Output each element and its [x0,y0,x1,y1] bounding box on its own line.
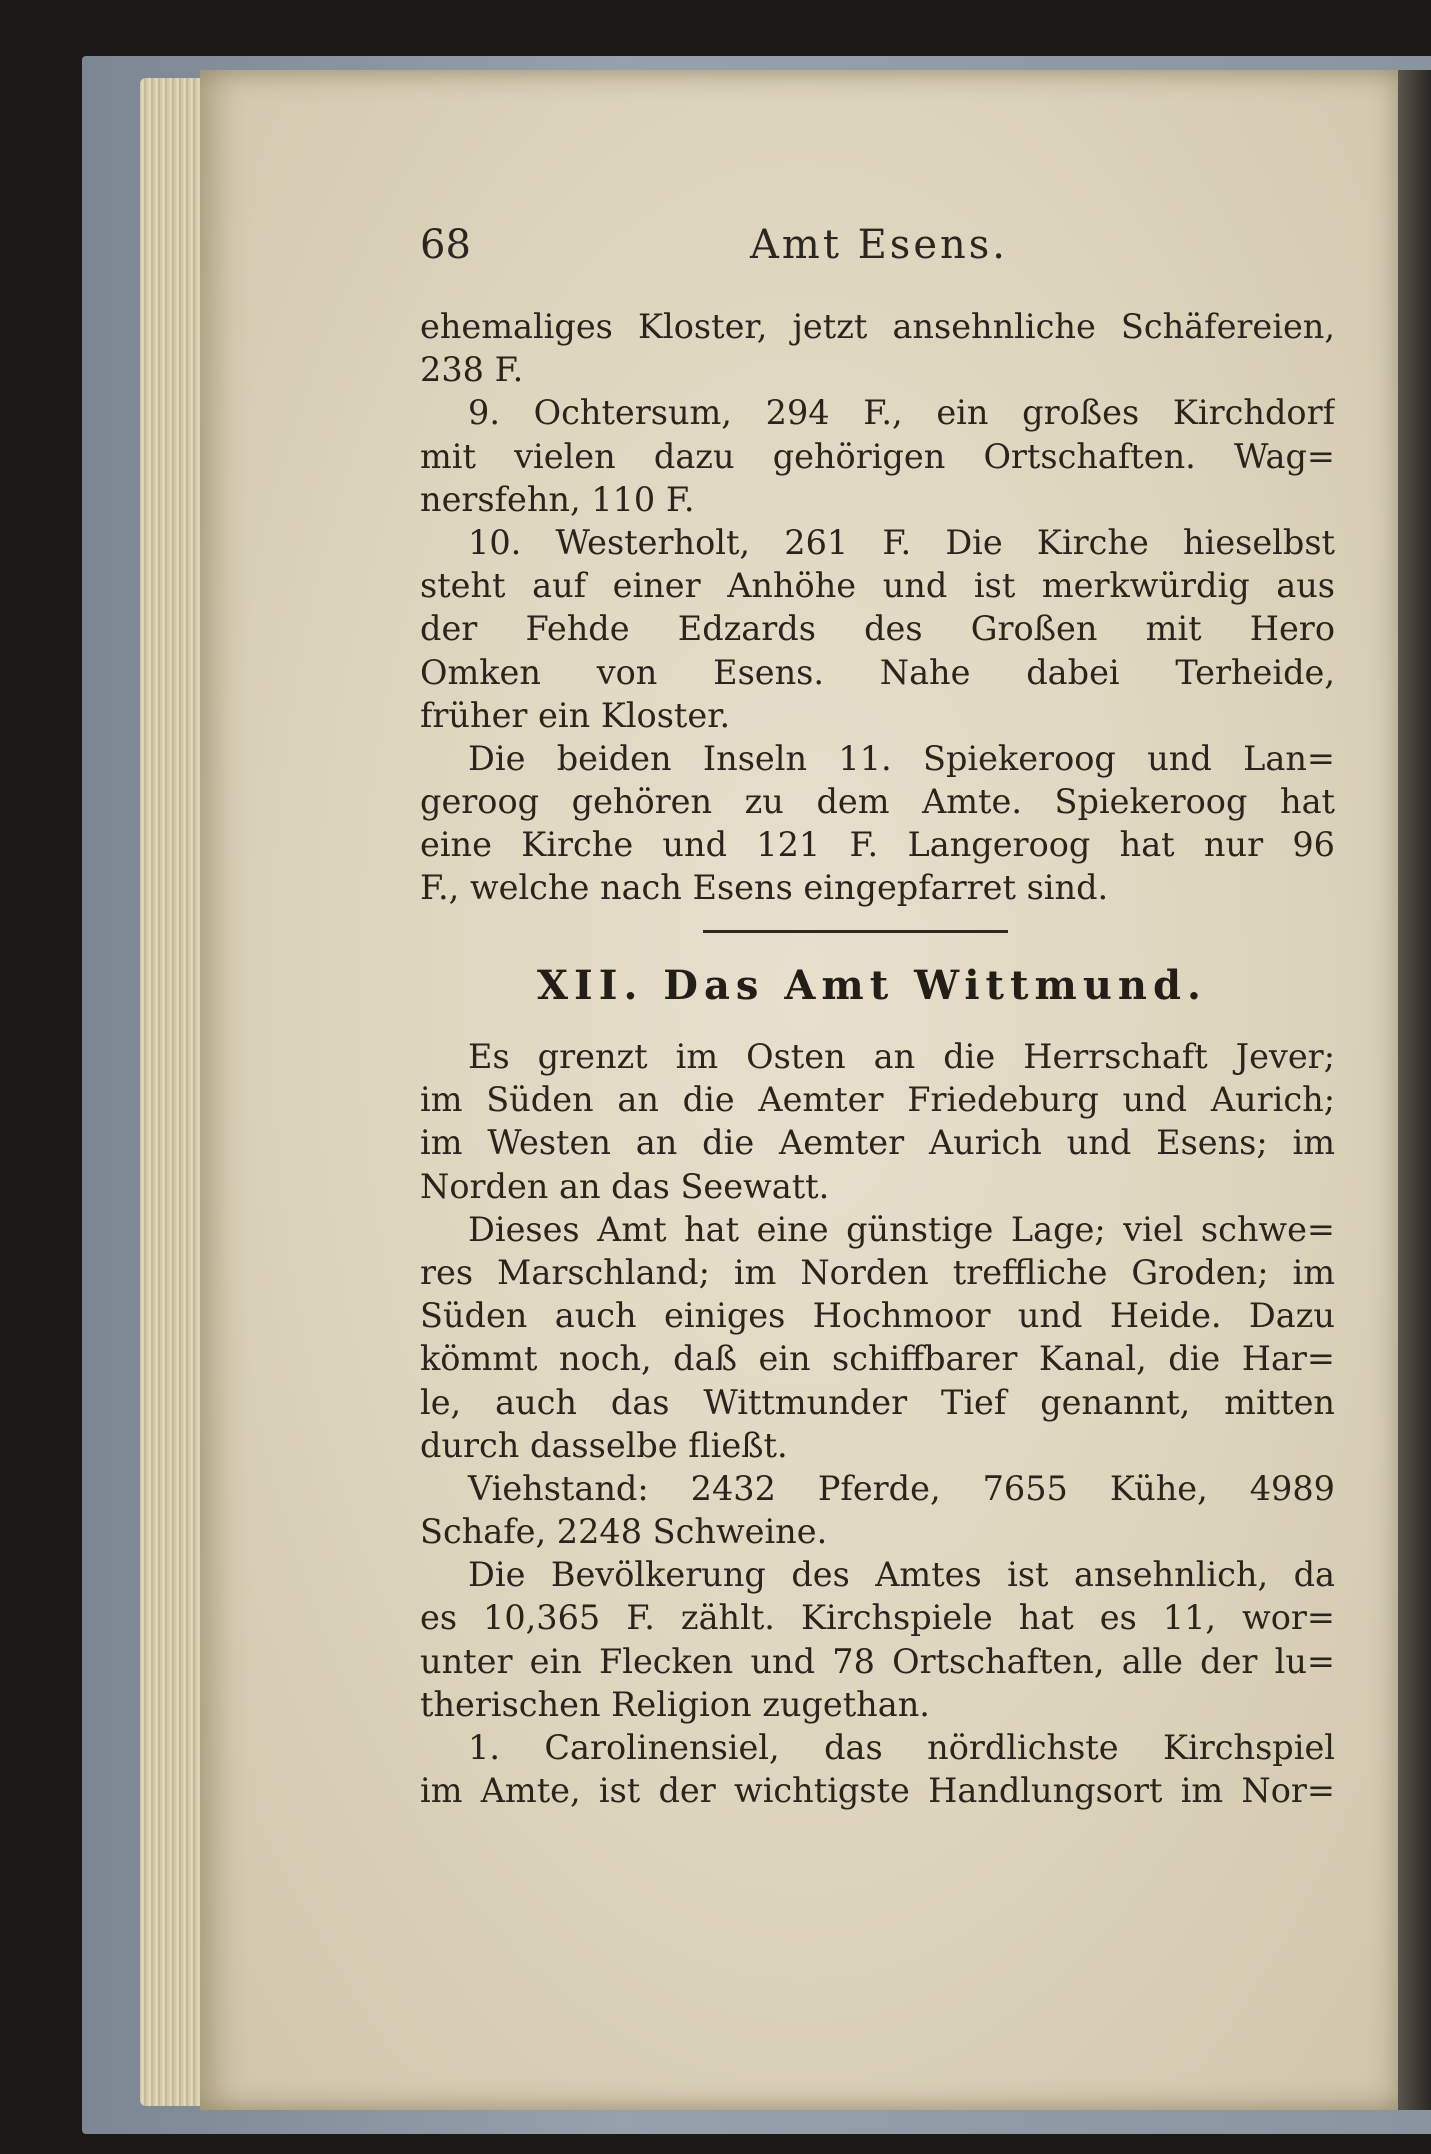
section-divider [703,930,1008,933]
text-line: der Fehde Edzards des Großen mit Hero [420,609,1335,649]
body-text-top [420,305,1335,910]
text-line: 238 F. [420,350,524,390]
text-line: F., welche nach Esens eingepfarret sind. [420,868,1109,908]
text-line: Viehstand: 2432 Pferde, 7655 Kühe, 4989 [468,1468,1335,1508]
page-number: 68 [420,222,471,268]
text-line: nersfehn, 110 F. [420,479,695,519]
text-line: kömmt noch, daß ein schiffbarer Kanal, die Har= [420,1339,1335,1379]
text-line: 9. Ochtersum, 294 F., ein großes Kirchdorf [468,393,1335,433]
text-line: Omken von Esens. Nahe dabei Terheide, [420,652,1335,692]
text-line: res Marschland; im Norden treffliche Groden; im [420,1252,1335,1292]
text-line: im Westen an die Aemter Aurich und Esens; im [420,1123,1335,1163]
text-line: eine Kirche und 121 F. Langeroog hat nur 96 [420,825,1335,865]
text-line: im Amte, ist der wichtigste Handlungsort im Nor= [420,1771,1335,1811]
text-line: Die Bevölkerung des Amtes ist ansehnlich, da [468,1555,1335,1595]
text-line: steht auf einer Anhöhe und ist merkwürdig aus [420,566,1335,606]
text-line: durch dasselbe fließt. [420,1425,788,1465]
running-head: Amt Esens. [750,222,1009,268]
text-line: Es grenzt im Osten an die Herrschaft Jever; [468,1037,1335,1076]
body-text-bottom [420,1035,1335,1812]
text-line: mit vielen dazu gehörigen Ortschaften. Wag= [420,436,1335,476]
text-line: geroog gehören zu dem Amte. Spiekeroog hat [420,782,1335,822]
text-line: Süden auch einiges Hochmoor und Heide. Dazu [420,1296,1335,1336]
text-line: le, auch das Wittmunder Tief genannt, mitten [420,1382,1335,1422]
text-line: 10. Westerholt, 261 F. Die Kirche hieselbst [468,522,1335,562]
text-line: Norden an das Seewatt. [420,1166,830,1206]
text-line: früher ein Kloster. [420,695,731,735]
text-line: therischen Religion zugethan. [420,1684,930,1724]
text-line: im Süden an die Aemter Friedeburg und Aurich; [420,1080,1335,1120]
text-line: ehemaliges Kloster, jetzt ansehnliche Schäfereien, [420,307,1335,346]
text-line: Dieses Amt hat eine günstige Lage; viel schwe= [468,1209,1335,1249]
section-heading: XII. Das Amt Wittmund. [537,962,1207,1009]
text-line: es 10,365 F. zählt. Kirchspiele hat es 11, wor= [420,1598,1335,1638]
book-gutter [1398,70,1431,2110]
text-line: 1. Carolinensiel, das nördlichste Kirchspiel [468,1728,1335,1767]
text-line: Schafe, 2248 Schweine. [420,1512,828,1552]
text-line: Die beiden Inseln 11. Spiekeroog und Lan= [468,738,1335,778]
page-header [420,222,1340,282]
text-line: unter ein Flecken und 78 Ortschaften, alle der lu= [420,1641,1335,1681]
